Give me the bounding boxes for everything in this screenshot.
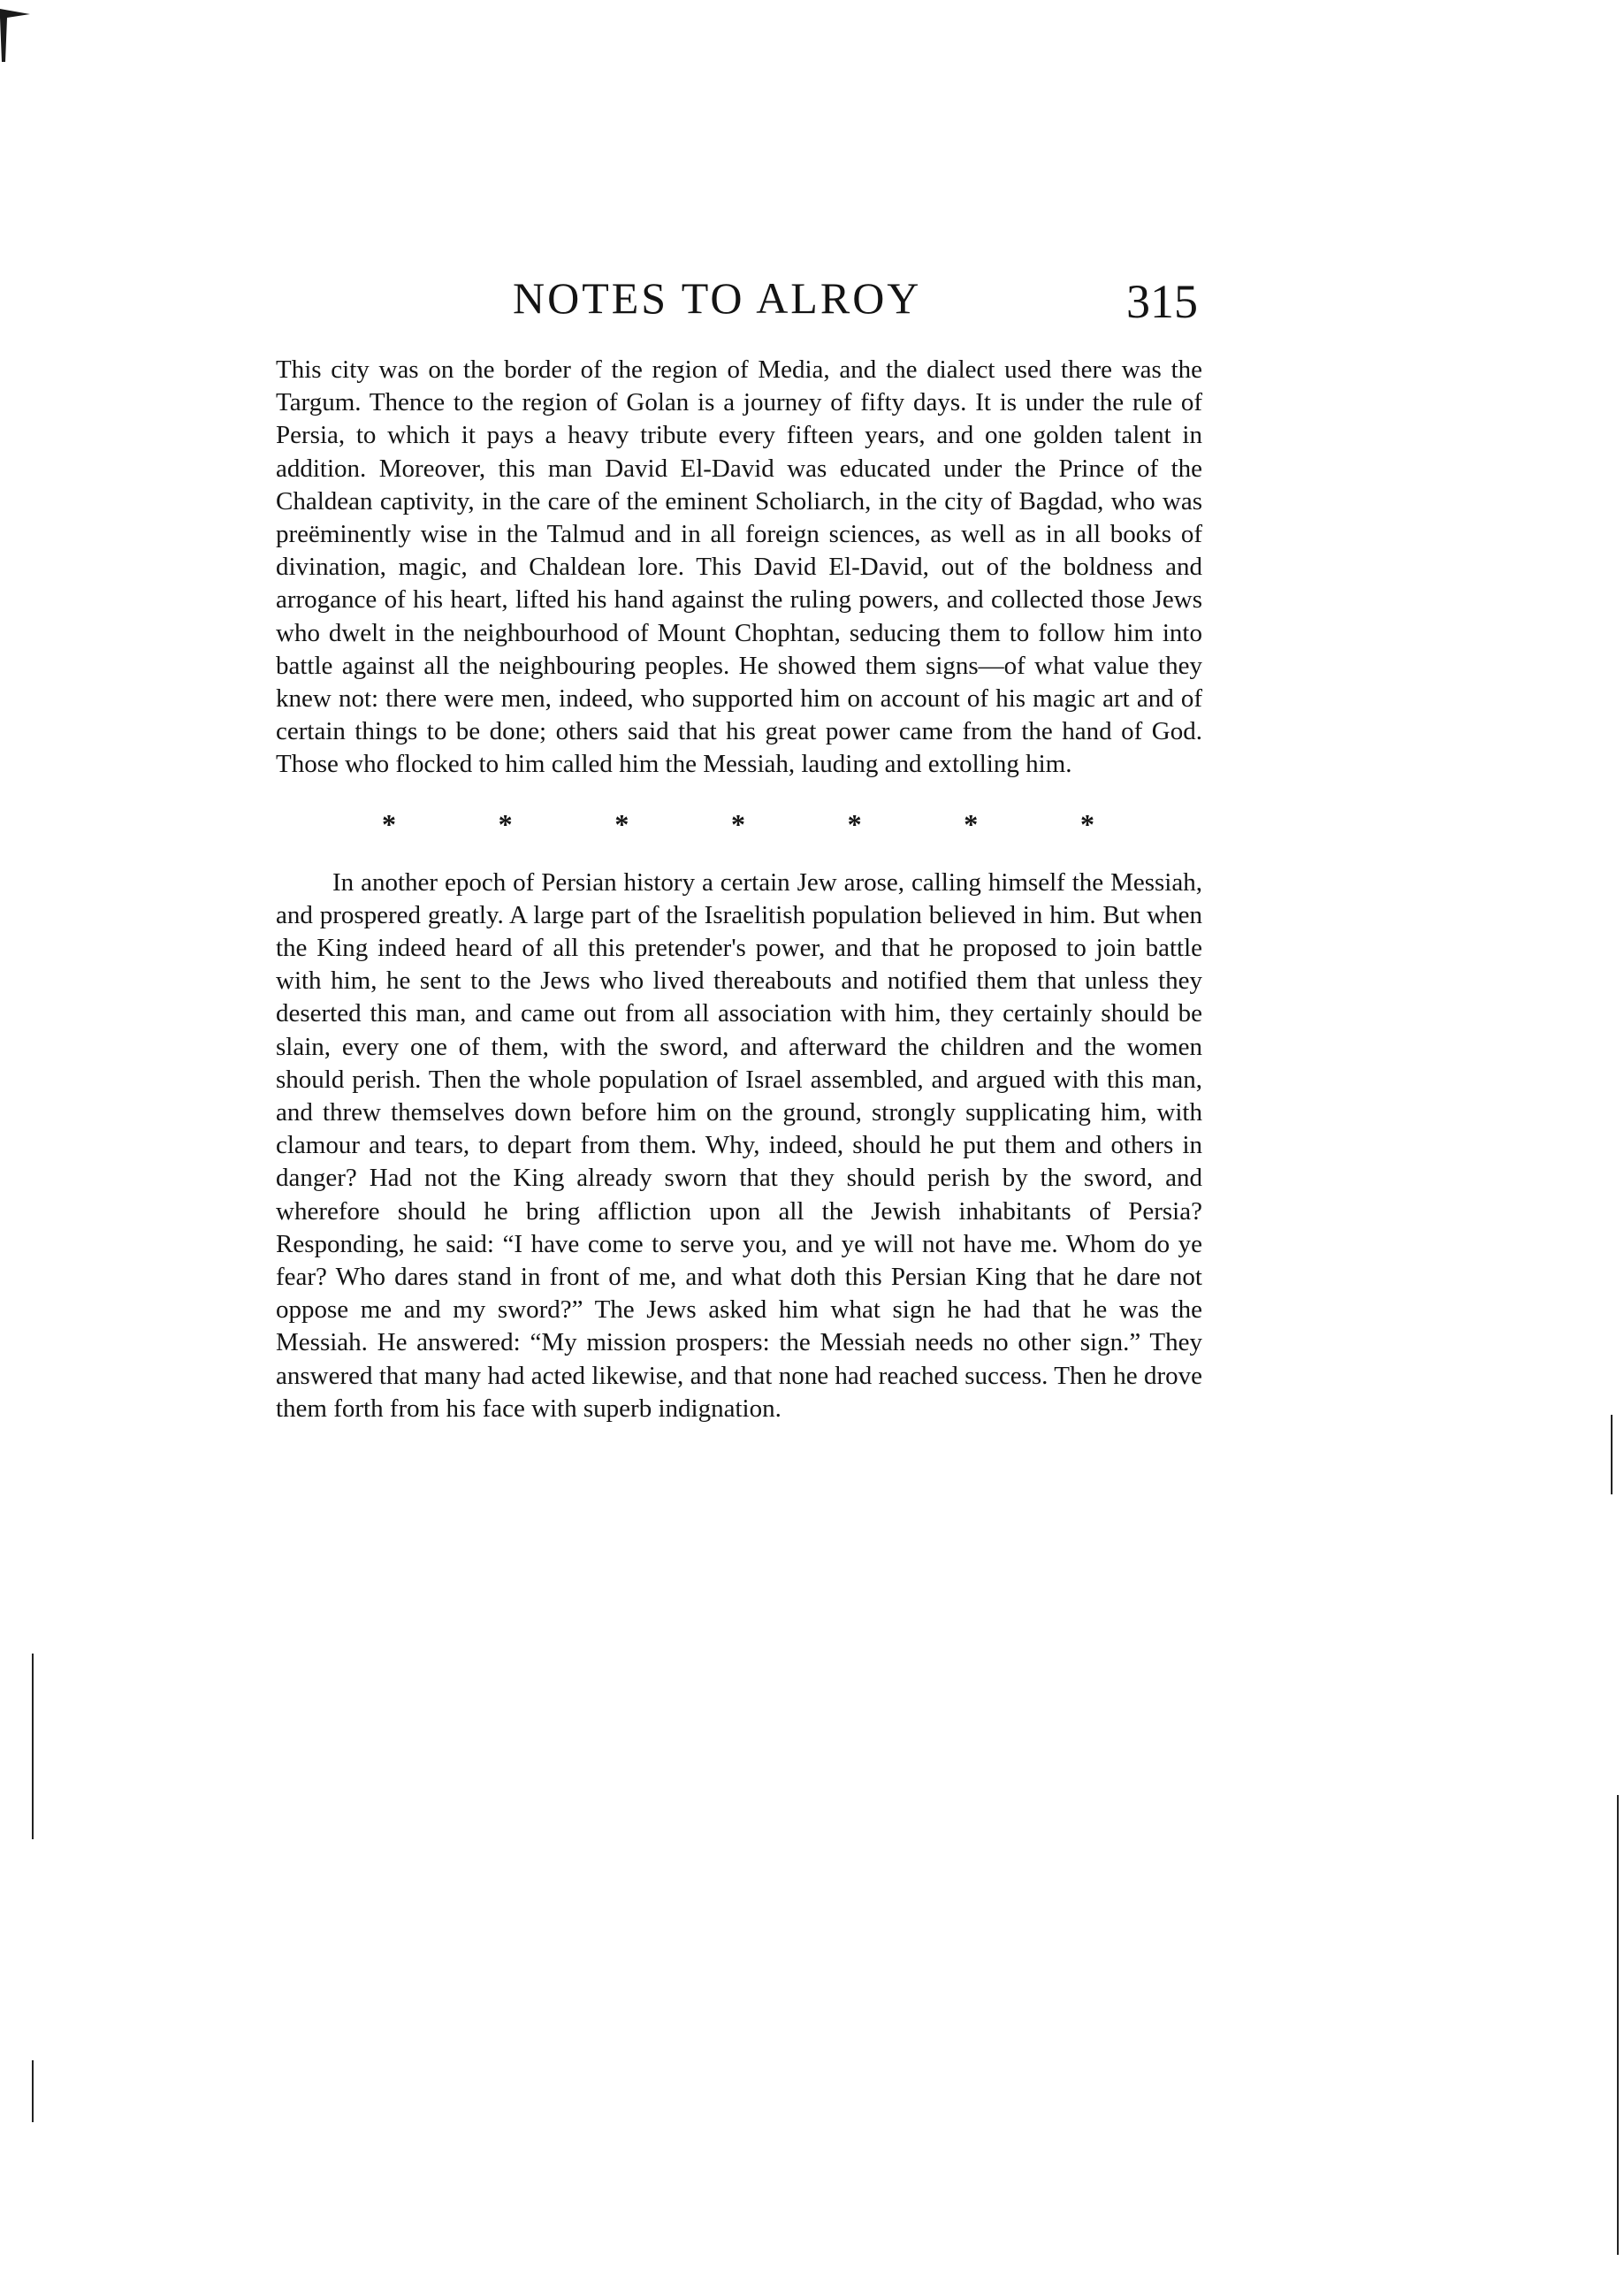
separator-asterisk: * (382, 807, 396, 840)
scan-edge-line-right-upper (1611, 1415, 1613, 1494)
scan-edge-line-right (1617, 1795, 1619, 2255)
paragraph: This city was on the border of the region of Media, and the dialect used there was the Targum. Thence to the region of Golan is a journey of fifty days. It is under the rule of Persia, to which it pays a heavy tribute every fifteen years, and one golden talent in addition. Moreover, this man David El-David was educated under the Prince of the Chaldean captivity, in the care of the eminent Scholiarch, in the city of Bagdad, who was preëminently wise in the Talmud and in all foreign sciences, as well as in all books of divination, magic, and Chaldean lore. This David El-David, out of the boldness and arrogance of his heart, lifted his hand against the ruling powers, and collected those Jews who dwelt in the neighbourhood of Mount Chophtan, seducing them to follow him into battle against all the neighbouring peoples. He showed them signs—of what value they knew not: there were men, indeed, who supported him on account of his magic art and of certain things to be done; others said that his great power came from the hand of God. Those who flocked to him called him the Messiah, lauding and extolling him. (276, 355, 1202, 779)
scan-corner-mark (0, 9, 30, 62)
page-number: 315 (1126, 275, 1198, 328)
separator-asterisk: * (614, 807, 629, 840)
section-separator (380, 806, 1096, 842)
body-text (276, 354, 1202, 1425)
scan-edge-line-left-lower (32, 2060, 34, 2122)
paragraph: In another epoch of Persian history a certain Jew arose, calling himself the Messiah, and prospered greatly. A large part of the Israelitish population believed in him. But when the King indeed heard of all this pretender's power, and that he proposed to join battle with him, he sent to the Jews who lived thereabouts and notified them that unless they deserted this man, and came out from all association with him, they certainly should be slain, every one of them, with the sword, and afterward the children and the women should perish. Then the whole population of Israel assembled, and argued with this man, and threw themselves down before him on the ground, strongly supplicating him, with clamour and tears, to depart from them. Why, indeed, should he put them and others in danger? Had not the King already sworn that they should perish by the sword, and wherefore should he bring affliction upon all the Jewish inhabitants of Persia? Responding, he said: “I have come to serve you, and ye will not have me. Whom do ye fear? Who dares stand in front of me, and what doth this Persian King that he dare not oppose me and my sword?” The Jews asked him what sign he had that he was the Messiah. He answered: “My mission prospers: the Messiah needs no other sign.” They answered that many had acted likewise, and that none had reached success. Then he drove them forth from his face with superb indignation. (276, 867, 1202, 1423)
running-title: NOTES TO ALROY (513, 273, 922, 323)
separator-asterisk: * (498, 807, 513, 840)
separator-asterisk: * (847, 807, 862, 840)
page-header (278, 267, 1198, 329)
scan-edge-line-left (32, 1654, 34, 1839)
separator-asterisk: * (1079, 807, 1094, 840)
separator-asterisk: * (730, 807, 745, 840)
separator-asterisk: * (964, 807, 979, 840)
